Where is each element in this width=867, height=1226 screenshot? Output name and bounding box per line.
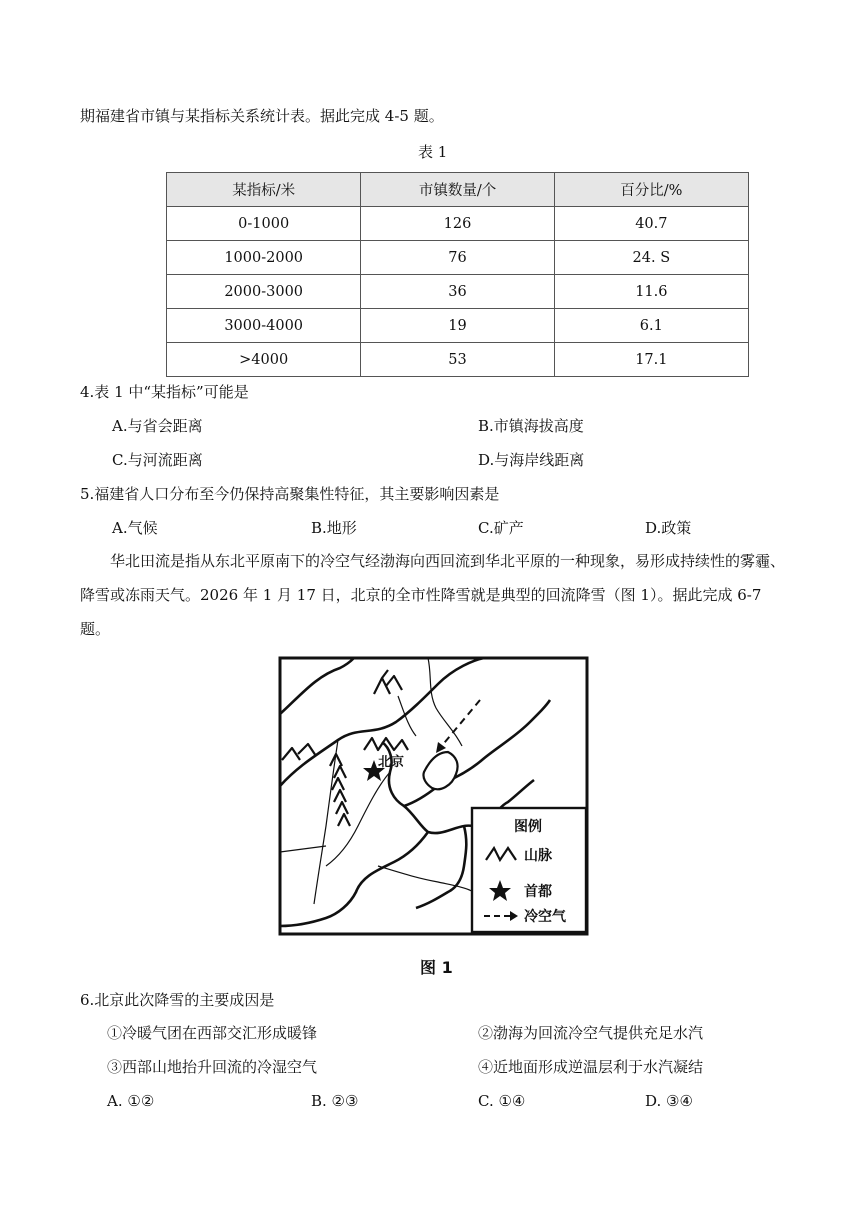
table-cell: 6.1 (554, 309, 748, 343)
north-china-map (278, 656, 590, 936)
q6-statement-1: ①冷暖气团在西部交汇形成暖锋 (107, 1024, 318, 1042)
table-header-row (167, 173, 749, 207)
question-4-stem: 4.表 1 中“某指标”可能是 (80, 383, 249, 401)
q4-option-d: D.与海岸线距离 (478, 451, 585, 469)
q5-option-b: B.地形 (311, 519, 357, 537)
q6-option-c: C. ①④ (478, 1092, 526, 1110)
table-header: 某指标/米 (167, 173, 361, 207)
question-5-stem: 5.福建省人口分布至今仍保持高聚集性特征，其主要影响因素是 (80, 485, 500, 503)
q5-option-c: C.矿产 (478, 519, 524, 537)
passage-text: 华北田流是指从东北平原南下的冷空气经渤海向西回流到华北平原的一种现象，易形成持续性的雾霾、降雪或冻雨天气。2026 年 1 月 17 日，北京的全市性降雪就是典型的回流降雪（图 1）。据此完成 6-7 题。 (80, 552, 786, 638)
beijing-label: 北京 (378, 755, 405, 770)
q6-option-a: A. ①② (107, 1092, 155, 1110)
q6-statement-3: ③西部山地抬升回流的冷湿空气 (107, 1058, 318, 1076)
q6-option-d: D. ③④ (645, 1092, 693, 1110)
table-title: 表 1 (418, 143, 448, 161)
table-cell: 126 (361, 207, 554, 241)
intro-text: 期福建省市镇与某指标关系统计表。据此完成 4-5 题。 (80, 107, 444, 125)
table-cell: 19 (361, 309, 554, 343)
table-row (167, 241, 749, 275)
table-header: 市镇数量/个 (361, 173, 554, 207)
q6-option-b: B. ②③ (311, 1092, 359, 1110)
table-cell: 11.6 (554, 275, 748, 309)
table-cell: 40.7 (554, 207, 748, 241)
figure-caption: 图 1 (420, 958, 453, 977)
q6-statement-2: ②渤海为回流冷空气提供充足水汽 (478, 1024, 704, 1042)
q4-option-a: A.与省会距离 (112, 417, 203, 435)
table-row (167, 207, 749, 241)
table-cell: 76 (361, 241, 554, 275)
legend-mountain-label: 山脉 (524, 848, 552, 864)
q4-option-c: C.与河流距离 (112, 451, 203, 469)
legend-cold-air-label: 冷空气 (524, 909, 566, 925)
stats-table (166, 172, 749, 377)
question-6-stem: 6.北京此次降雪的主要成因是 (80, 991, 275, 1009)
table-header: 百分比/% (554, 173, 748, 207)
table-cell: 53 (361, 343, 554, 377)
table-cell: 1000-2000 (167, 241, 361, 275)
table-cell: 17.1 (554, 343, 748, 377)
table-cell: 0-1000 (167, 207, 361, 241)
q5-option-a: A.气候 (112, 519, 158, 537)
q4-option-b: B.市镇海拔高度 (478, 417, 584, 435)
map-legend (472, 808, 586, 932)
table-cell: >4000 (167, 343, 361, 377)
table-cell: 2000-3000 (167, 275, 361, 309)
q6-statement-4: ④近地面形成逆温层利于水汽凝结 (478, 1058, 704, 1076)
table-cell: 3000-4000 (167, 309, 361, 343)
legend-title: 图例 (514, 819, 542, 835)
table-row (167, 309, 749, 343)
legend-capital-label: 首都 (524, 884, 552, 900)
table-cell: 24. S (554, 241, 748, 275)
table-row (167, 275, 749, 309)
table-cell: 36 (361, 275, 554, 309)
table-row (167, 343, 749, 377)
q5-option-d: D.政策 (645, 519, 692, 537)
